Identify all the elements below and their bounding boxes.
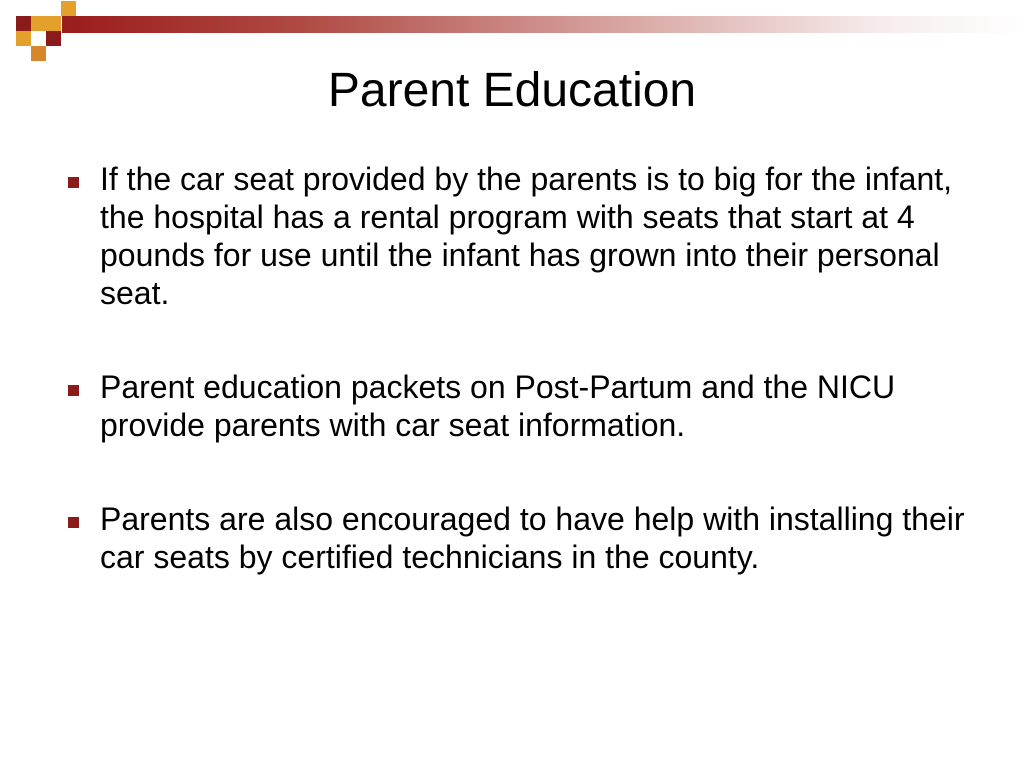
square-bullet-icon bbox=[68, 517, 79, 528]
header-decoration bbox=[0, 0, 1024, 64]
decor-square bbox=[61, 1, 76, 16]
bullet-list bbox=[62, 160, 972, 632]
decor-square bbox=[16, 16, 31, 31]
bullet-text: Parent education packets on Post-Partum and the NICU provide parents with car seat information. bbox=[100, 369, 896, 443]
decor-square bbox=[46, 31, 61, 46]
bullet-item bbox=[62, 160, 972, 312]
slide-title: Parent Education bbox=[327, 64, 697, 117]
bullet-item bbox=[62, 500, 972, 576]
decor-square bbox=[46, 16, 61, 31]
decor-square bbox=[31, 16, 46, 31]
square-bullet-icon bbox=[68, 177, 79, 188]
bullet-text: Parents are also encouraged to have help with installing their car seats by certified technicians in the county. bbox=[100, 501, 965, 575]
square-bullet-icon bbox=[68, 385, 79, 396]
decor-square bbox=[16, 31, 31, 46]
header-gradient-bar bbox=[62, 16, 1024, 33]
bullet-item bbox=[62, 368, 972, 444]
bullet-text: If the car seat provided by the parents is to big for the infant, the hospital has a rental program with seats that start at 4 pounds for use until the infant has grown into their personal seat. bbox=[100, 161, 953, 311]
